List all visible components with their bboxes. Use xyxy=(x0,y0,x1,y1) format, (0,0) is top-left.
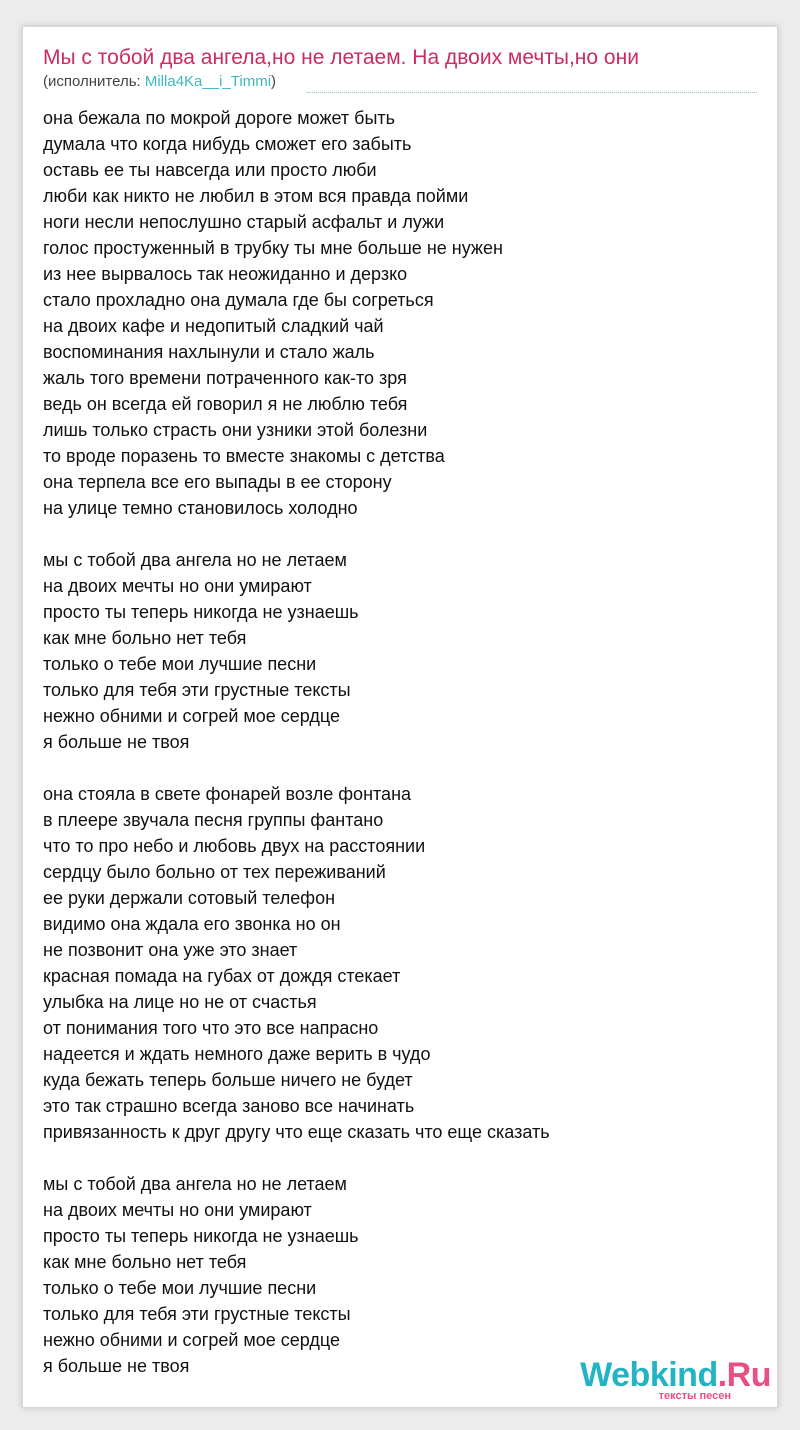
lyrics-line: на двоих мечты но они умирают xyxy=(43,576,312,596)
lyrics-line: голос простуженный в трубку ты мне больше не нужен xyxy=(43,238,503,258)
lyrics-line: привязанность к друг другу что еще сказать что еще сказать xyxy=(43,1122,550,1142)
lyrics-line: сердцу было больно от тех переживаний xyxy=(43,862,386,882)
lyrics-line: она бежала по мокрой дороге может быть xyxy=(43,108,396,128)
lyrics-line: не позвонит она уже это знает xyxy=(43,940,298,960)
lyrics-line: надеется и ждать немного даже верить в чудо xyxy=(43,1044,431,1064)
lyrics-line: это так страшно всегда заново все начинать xyxy=(43,1096,415,1116)
lyrics-line: люби как никто не любил в этом вся правда пойми xyxy=(43,186,469,206)
lyrics-stanza xyxy=(43,1171,763,1379)
logo-tld-text: .Ru xyxy=(717,1356,771,1394)
lyrics-line: она терпела все его выпады в ее сторону xyxy=(43,472,392,492)
artist-link[interactable]: Milla4Ka__i_Timmi xyxy=(144,73,272,90)
lyrics-line: ноги несли непослушно старый асфальт и лужи xyxy=(43,212,445,232)
lyrics-line: как мне больно нет тебя xyxy=(43,1252,247,1272)
artist-suffix: ) xyxy=(271,73,277,90)
lyrics-line: только о тебе мои лучшие песни xyxy=(43,654,317,674)
lyrics-line: мы с тобой два ангела но не летаем xyxy=(43,550,347,570)
lyrics-line: видимо она ждала его звонка но он xyxy=(43,914,341,934)
lyrics-line: она стояла в свете фонарей возле фонтана xyxy=(43,784,412,804)
site-logo[interactable] xyxy=(581,1357,771,1405)
lyrics-line: в плеере звучала песня группы фантано xyxy=(43,810,384,830)
lyrics-line: нежно обними и согрей мое сердце xyxy=(43,706,341,726)
lyrics-line: красная помада на губах от дождя стекает xyxy=(43,966,401,986)
lyrics-stanza xyxy=(43,781,763,1145)
lyrics-card xyxy=(22,26,778,1408)
lyrics-line: я больше не твоя xyxy=(43,1356,190,1376)
lyrics-line: только о тебе мои лучшие песни xyxy=(43,1278,317,1298)
lyrics-line: мы с тобой два ангела но не летаем xyxy=(43,1174,347,1194)
lyrics-line: улыбка на лице но не от счастья xyxy=(43,992,317,1012)
artist-line xyxy=(43,73,276,91)
lyrics-line: на двоих кафе и недопитый сладкий чай xyxy=(43,316,384,336)
lyrics-line: то вроде поразень то вместе знакомы с детства xyxy=(43,446,445,466)
lyrics-line: я больше не твоя xyxy=(43,732,190,752)
logo-wordmark xyxy=(580,1357,771,1393)
lyrics-line: просто ты теперь никогда не узнаешь xyxy=(43,1226,359,1246)
lyrics-line: ее руки держали сотовый телефон xyxy=(43,888,336,908)
lyrics-line: что то про небо и любовь двух на расстоянии xyxy=(43,836,426,856)
lyrics-line: ведь он всегда ей говорил я не люблю тебя xyxy=(43,394,408,414)
lyrics-line: нежно обними и согрей мое сердце xyxy=(43,1330,341,1350)
lyrics-line: просто ты теперь никогда не узнаешь xyxy=(43,602,359,622)
lyrics-line: на улице темно становилось холодно xyxy=(43,498,358,518)
lyrics-line: только для тебя эти грустные тексты xyxy=(43,680,351,700)
logo-tagline: тексты песен xyxy=(658,1390,731,1402)
lyrics-line: воспоминания нахлынули и стало жаль xyxy=(43,342,375,362)
lyrics-line: из нее вырвалось так неожиданно и дерзко xyxy=(43,264,408,284)
lyrics-line: жаль того времени потраченного как-то зря xyxy=(43,368,407,388)
lyrics-text xyxy=(43,105,763,1405)
artist-prefix: (исполнитель: xyxy=(43,73,145,90)
lyrics-line: стало прохладно она думала где бы согреться xyxy=(43,290,434,310)
lyrics-stanza xyxy=(43,105,763,521)
lyrics-line: только для тебя эти грустные тексты xyxy=(43,1304,351,1324)
song-title: Мы с тобой два ангела,но не летаем. На двоих мечты,но они xyxy=(43,46,639,69)
lyrics-stanza xyxy=(43,547,763,755)
lyrics-line: на двоих мечты но они умирают xyxy=(43,1200,312,1220)
lyrics-line: думала что когда нибудь сможет его забыть xyxy=(43,134,412,154)
logo-main-text: Webkind xyxy=(580,1356,718,1394)
lyrics-line: от понимания того что это все напрасно xyxy=(43,1018,379,1038)
header-divider xyxy=(307,92,757,93)
lyrics-line: лишь только страсть они узники этой болезни xyxy=(43,420,428,440)
lyrics-line: оставь ее ты навсегда или просто люби xyxy=(43,160,377,180)
lyrics-line: как мне больно нет тебя xyxy=(43,628,247,648)
lyrics-line: куда бежать теперь больше ничего не будет xyxy=(43,1070,413,1090)
